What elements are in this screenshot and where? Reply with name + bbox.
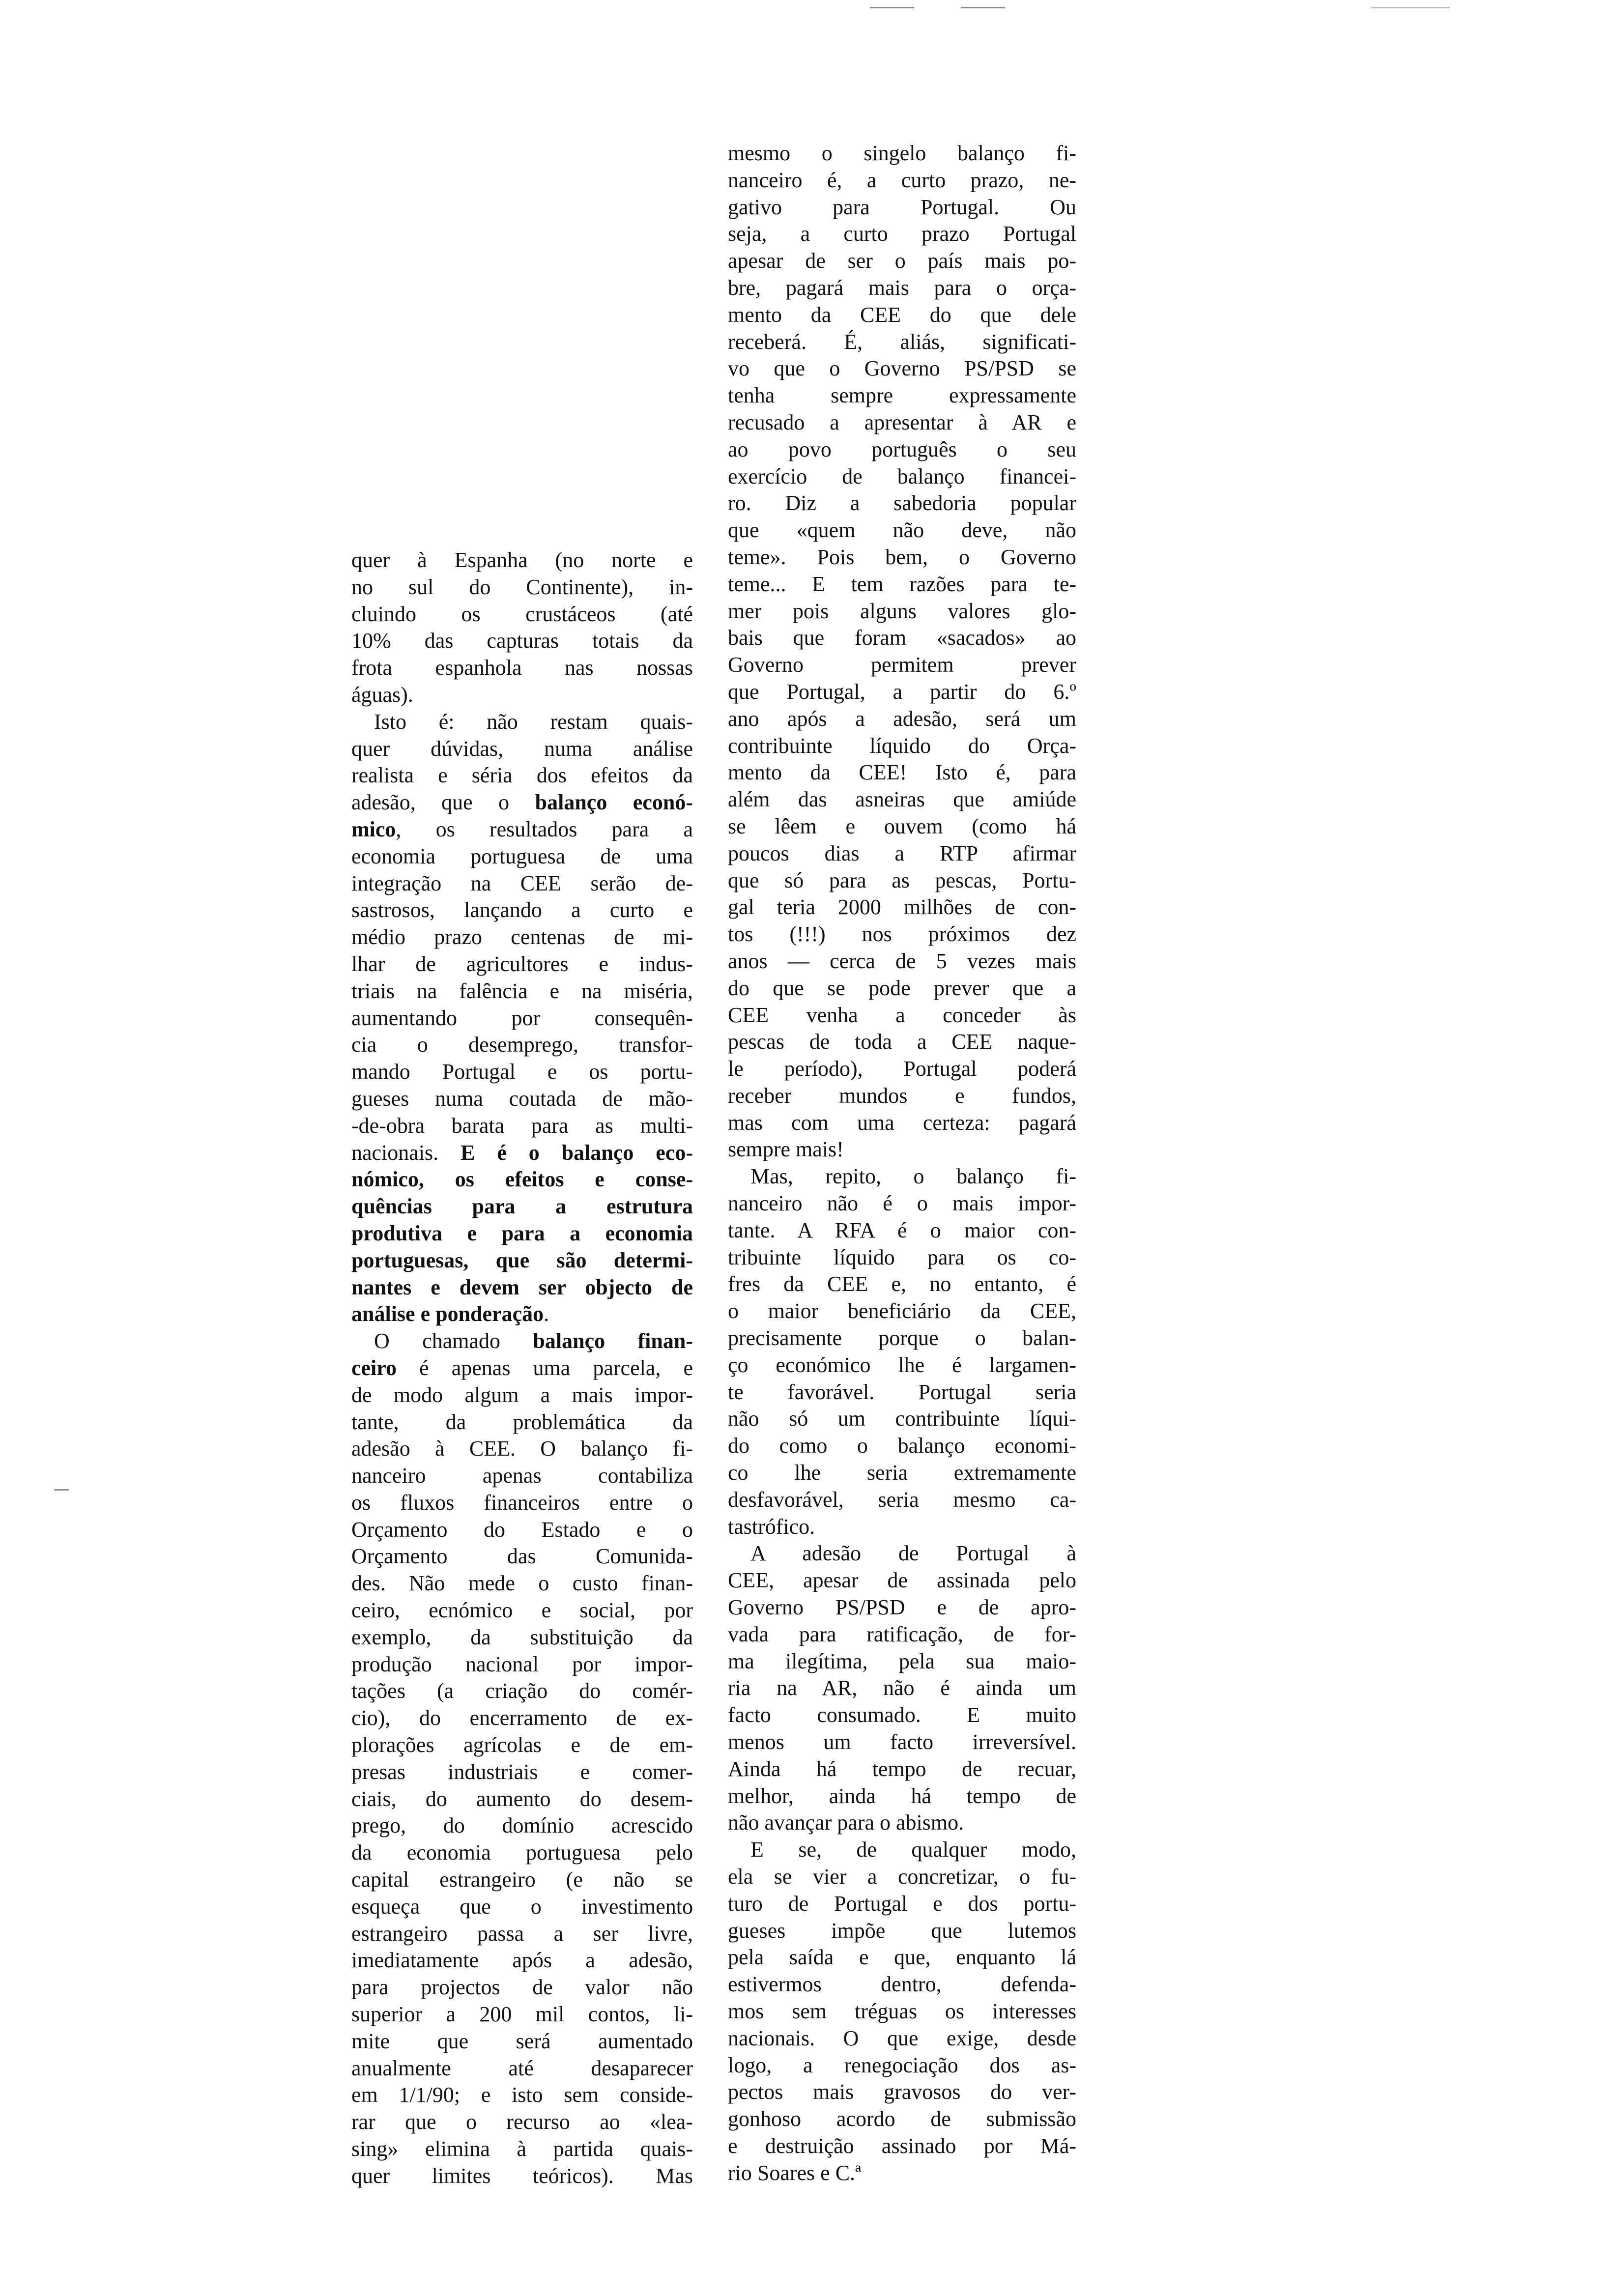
text-line xyxy=(351,843,693,870)
text-line xyxy=(728,598,1076,625)
text-segment: pescas de toda a CEE naque- xyxy=(728,1030,1076,1054)
text-line xyxy=(728,1621,1076,1648)
text-line xyxy=(728,1729,1076,1756)
text-segment: em 1/1/90; e isto sem conside- xyxy=(351,2083,693,2107)
text-segment: águas). xyxy=(351,682,413,707)
text-segment: sempre mais! xyxy=(728,1137,844,1162)
text-line xyxy=(351,736,693,763)
text-line xyxy=(351,2163,693,2190)
text-line xyxy=(728,1702,1076,1729)
text-line xyxy=(728,1163,1076,1190)
text-line xyxy=(351,1355,693,1382)
text-line xyxy=(728,140,1076,167)
text-segment: teme». Pois bem, o Governo xyxy=(728,545,1076,569)
text-line xyxy=(728,813,1076,840)
text-segment: 10% das capturas totais da xyxy=(351,629,693,653)
text-line xyxy=(728,1244,1076,1271)
text-segment: facto consumado. E muito xyxy=(728,1703,1076,1727)
text-segment: fres da CEE e, no entanto, é xyxy=(728,1272,1076,1296)
text-line xyxy=(351,1517,693,1544)
text-segment: exercício de balanço financei- xyxy=(728,464,1076,488)
text-segment: le período), Portugal poderá xyxy=(728,1057,1076,1081)
text-segment: para projectos de valor não xyxy=(351,1975,693,2000)
text-line xyxy=(728,544,1076,571)
text-segment: ciais, do aumento do desem- xyxy=(351,1786,693,1811)
text-segment: ano após a adesão, será um xyxy=(728,706,1076,731)
text-segment: -de-obra barata para as multi- xyxy=(351,1113,693,1138)
text-segment: gativo para Portugal. Ou xyxy=(728,195,1076,219)
text-segment: é apenas uma parcela, e xyxy=(397,1355,693,1380)
text-segment: plorações agrícolas e de em- xyxy=(351,1733,693,1757)
text-line xyxy=(728,2079,1076,2106)
text-segment: realista e séria dos efeitos da xyxy=(351,763,693,788)
text-segment: imediatamente após a adesão, xyxy=(351,1948,693,1973)
text-segment: contribuinte líquido do Orça- xyxy=(728,733,1076,758)
text-segment: gueses impõe que lutemos xyxy=(728,1918,1076,1943)
text-line xyxy=(728,1864,1076,1891)
scan-artifact-top-3 xyxy=(1371,7,1450,8)
text-segment: seja, a curto prazo Portugal xyxy=(728,222,1076,246)
text-segment: menos um facto irreversível. xyxy=(728,1730,1076,1754)
text-segment: ela se vier a concretizar, o fu- xyxy=(728,1865,1076,1889)
text-line xyxy=(728,1056,1076,1083)
text-line xyxy=(728,1891,1076,1918)
text-segment: triais na falência e na miséria, xyxy=(351,978,693,1003)
text-segment: frota espanhola nas nossas xyxy=(351,656,693,680)
text-segment: CEE, apesar de assinada pelo xyxy=(728,1568,1076,1593)
text-segment: mento da CEE! Isto é, para xyxy=(728,760,1076,785)
text-segment: poucos dias a RTP afirmar xyxy=(728,841,1076,865)
bold-text-segment: balanço econó- xyxy=(535,790,693,815)
bold-text-segment: balanço finan- xyxy=(533,1329,693,1353)
text-segment: teme... E tem razões para te- xyxy=(728,572,1076,596)
text-line xyxy=(728,840,1076,867)
text-line xyxy=(351,789,693,816)
text-segment: se lêem e ouvem (como há xyxy=(728,814,1076,838)
bold-text-segment: produtiva e para a economia xyxy=(351,1221,693,1245)
text-line xyxy=(351,1543,693,1570)
text-segment: quer à Espanha (no norte e xyxy=(351,548,693,572)
text-segment: tribuinte líquido para os co- xyxy=(728,1245,1076,1269)
text-line xyxy=(728,275,1076,302)
text-segment: ro. Diz a sabedoria popular xyxy=(728,491,1076,516)
text-segment: economia portuguesa de uma xyxy=(351,844,693,868)
text-line xyxy=(728,1540,1076,1567)
text-segment: nacionais. xyxy=(351,1140,461,1165)
text-line xyxy=(728,1998,1076,2025)
text-line xyxy=(728,436,1076,463)
text-line xyxy=(728,463,1076,490)
text-line xyxy=(728,1433,1076,1460)
text-segment: prego, do domínio acrescido xyxy=(351,1813,693,1838)
text-segment: sastrosos, lançando a curto e xyxy=(351,898,693,922)
text-line xyxy=(351,547,693,574)
text-line xyxy=(351,1490,693,1517)
text-segment: receber mundos e fundos, xyxy=(728,1083,1076,1108)
text-segment: rar que o recurso ao «lea- xyxy=(351,2110,693,2134)
text-line xyxy=(351,1866,693,1894)
text-line xyxy=(351,1247,693,1274)
text-line xyxy=(351,574,693,601)
text-line xyxy=(351,2082,693,2109)
text-line xyxy=(351,1059,693,1086)
text-segment: pela saída e que, enquanto lá xyxy=(728,1945,1076,1970)
text-line xyxy=(728,786,1076,813)
text-segment: não avançar para o abismo. xyxy=(728,1810,964,1835)
text-segment: bre, pagará mais para o orça- xyxy=(728,275,1076,300)
text-line xyxy=(351,1651,693,1678)
text-line xyxy=(351,1301,693,1328)
text-line xyxy=(351,1812,693,1839)
text-line xyxy=(351,1193,693,1220)
text-line xyxy=(351,1947,693,1974)
text-line xyxy=(351,2001,693,2028)
text-line xyxy=(351,1678,693,1705)
text-line xyxy=(728,2106,1076,2133)
text-line xyxy=(728,1514,1076,1541)
text-line xyxy=(351,2109,693,2136)
text-line xyxy=(728,2133,1076,2160)
text-segment: apesar de ser o país mais po- xyxy=(728,249,1076,273)
text-line xyxy=(351,1786,693,1813)
text-line xyxy=(351,655,693,682)
text-segment: tante, da problemática da xyxy=(351,1409,693,1434)
bold-text-segment: E é o balanço eco- xyxy=(461,1140,693,1165)
text-segment: capital estrangeiro (e não se xyxy=(351,1867,693,1892)
text-line xyxy=(728,679,1076,706)
text-segment: mesmo o singelo balanço fi- xyxy=(728,141,1076,165)
text-segment: sing» elimina à partida quais- xyxy=(351,2137,693,2161)
text-segment: tenha sempre expressamente xyxy=(728,383,1076,408)
text-segment: rio Soares e C.ª xyxy=(728,2160,862,2185)
text-line xyxy=(728,975,1076,1002)
text-line xyxy=(728,625,1076,652)
text-line xyxy=(728,2052,1076,2079)
text-segment: que só para as pescas, Portu- xyxy=(728,868,1076,892)
text-segment: pectos mais gravosos do ver- xyxy=(728,2080,1076,2104)
text-line xyxy=(728,1325,1076,1352)
text-line xyxy=(728,652,1076,679)
text-line xyxy=(728,355,1076,382)
text-line xyxy=(351,870,693,897)
text-line xyxy=(728,1002,1076,1029)
text-line xyxy=(728,248,1076,275)
text-segment: A adesão de Portugal à xyxy=(750,1541,1076,1566)
text-segment: ceiro, ecnómico e social, por xyxy=(351,1598,693,1623)
text-segment: os fluxos financeiros entre o xyxy=(351,1490,693,1515)
text-line xyxy=(728,382,1076,409)
text-segment: adesão à CEE. O balanço fi- xyxy=(351,1436,693,1461)
text-line xyxy=(351,1166,693,1193)
text-segment: médio prazo centenas de mi- xyxy=(351,925,693,949)
text-segment: Orçamento das Comunida- xyxy=(351,1544,693,1569)
text-segment: ao povo português o seu xyxy=(728,437,1076,461)
text-segment: integração na CEE serão de- xyxy=(351,871,693,895)
text-line xyxy=(728,1783,1076,1810)
text-segment: vada para ratificação, de for- xyxy=(728,1622,1076,1646)
text-line xyxy=(728,2160,1076,2187)
text-line xyxy=(728,1460,1076,1487)
text-segment: esqueça que o investimento xyxy=(351,1894,693,1919)
text-segment: receberá. É, aliás, significati- xyxy=(728,329,1076,354)
text-segment: gonhoso acordo de submissão xyxy=(728,2107,1076,2131)
text-line xyxy=(728,706,1076,733)
text-segment: gal teria 2000 milhões de con- xyxy=(728,895,1076,919)
text-segment: aumentando por consequên- xyxy=(351,1005,693,1030)
text-line xyxy=(351,1463,693,1490)
text-line xyxy=(351,1274,693,1301)
text-line xyxy=(351,1624,693,1651)
text-line xyxy=(728,1648,1076,1675)
text-line xyxy=(728,1594,1076,1621)
text-segment: E se, de qualquer modo, xyxy=(750,1837,1076,1862)
text-line xyxy=(351,1597,693,1624)
text-line xyxy=(351,1921,693,1948)
text-line xyxy=(351,1328,693,1355)
text-segment: gueses numa coutada de mão- xyxy=(351,1086,693,1111)
text-segment: mas com uma certeza: pagará xyxy=(728,1110,1076,1135)
text-segment: tante. A RFA é o maior con- xyxy=(728,1218,1076,1242)
text-line xyxy=(728,1136,1076,1163)
text-line xyxy=(351,897,693,924)
text-segment: tos (!!!) nos próximos dez xyxy=(728,922,1076,947)
text-segment: vo que o Governo PS/PSD se xyxy=(728,356,1076,381)
text-line xyxy=(728,1756,1076,1783)
text-segment: logo, a renegociação dos as- xyxy=(728,2053,1076,2077)
text-segment: quer dúvidas, numa análise xyxy=(351,736,693,761)
text-line xyxy=(728,329,1076,356)
text-line xyxy=(351,1005,693,1032)
text-line xyxy=(351,628,693,655)
text-segment: bais que foram «sacados» ao xyxy=(728,626,1076,650)
text-line xyxy=(728,1971,1076,1998)
text-line xyxy=(351,762,693,789)
text-segment: turo de Portugal e dos portu- xyxy=(728,1891,1076,1916)
text-line xyxy=(351,816,693,843)
text-segment: cia o desemprego, transfor- xyxy=(351,1033,693,1057)
text-segment: Orçamento do Estado e o xyxy=(351,1517,693,1542)
text-line xyxy=(728,490,1076,517)
text-column-left xyxy=(351,547,693,2190)
text-line xyxy=(351,1409,693,1436)
text-line xyxy=(351,978,693,1005)
text-segment: exemplo, da substituição da xyxy=(351,1625,693,1649)
bold-text-segment: quências para a estrutura xyxy=(351,1194,693,1219)
text-segment: estrangeiro passa a ser livre, xyxy=(351,1921,693,1946)
text-line xyxy=(728,1918,1076,1945)
scan-artifact-top-1 xyxy=(870,7,914,8)
text-segment: . xyxy=(544,1302,549,1326)
text-line xyxy=(728,1837,1076,1864)
text-line xyxy=(728,1487,1076,1514)
text-segment: nanceiro apenas contabiliza xyxy=(351,1464,693,1488)
text-segment: não só um contribuinte líqui- xyxy=(728,1406,1076,1431)
text-line xyxy=(351,1759,693,1786)
text-line xyxy=(728,167,1076,194)
text-segment: de modo algum a mais impor- xyxy=(351,1382,693,1407)
bold-text-segment: ceiro xyxy=(351,1355,397,1380)
text-line xyxy=(351,1032,693,1059)
scan-artifact-left xyxy=(54,1489,69,1491)
text-line xyxy=(728,194,1076,221)
text-segment: Governo PS/PSD e de apro- xyxy=(728,1595,1076,1620)
text-segment: do que se pode prever que a xyxy=(728,976,1076,1000)
text-segment: ria na AR, não é ainda um xyxy=(728,1676,1076,1700)
text-line xyxy=(728,733,1076,760)
text-line xyxy=(728,1809,1076,1837)
text-line xyxy=(351,2055,693,2082)
text-line xyxy=(728,1298,1076,1325)
text-line xyxy=(728,1379,1076,1406)
text-line xyxy=(728,1352,1076,1379)
text-line xyxy=(351,1732,693,1759)
text-line xyxy=(351,1435,693,1463)
text-segment: ma ilegítima, pela sua maio- xyxy=(728,1649,1076,1673)
text-line xyxy=(728,571,1076,598)
text-segment: desfavorável, seria mesmo ca- xyxy=(728,1487,1076,1512)
text-segment: que «quem não deve, não xyxy=(728,518,1076,543)
text-line xyxy=(728,921,1076,948)
text-segment: co lhe seria extremamente xyxy=(728,1461,1076,1485)
text-segment: O chamado xyxy=(374,1329,533,1353)
text-segment: mite que será aumentado xyxy=(351,2029,693,2053)
text-line xyxy=(351,1705,693,1732)
text-segment: Ainda há tempo de recuar, xyxy=(728,1756,1076,1781)
text-segment: que Portugal, a partir do 6.º xyxy=(728,679,1076,704)
text-line xyxy=(728,759,1076,786)
text-segment: , os resultados para a xyxy=(396,817,693,841)
text-segment: quer limites teóricos). Mas xyxy=(351,2163,693,2188)
bold-text-segment: nantes e devem ser objecto de xyxy=(351,1275,693,1299)
scan-artifact-top-2 xyxy=(961,7,1005,8)
text-line xyxy=(728,1675,1076,1702)
text-segment: presas industriais e comer- xyxy=(351,1759,693,1784)
text-line xyxy=(351,709,693,736)
text-segment: mando Portugal e os portu- xyxy=(351,1060,693,1084)
text-segment: tações (a criação do comér- xyxy=(351,1679,693,1703)
text-segment: anualmente até desaparecer xyxy=(351,2056,693,2080)
text-segment: nacionais. O que exige, desde xyxy=(728,2026,1076,2050)
bold-text-segment: análise e ponderação xyxy=(351,1302,544,1326)
text-line xyxy=(728,1567,1076,1594)
text-line xyxy=(728,1271,1076,1298)
text-line xyxy=(728,517,1076,544)
text-segment: ço económico lhe é largamen- xyxy=(728,1352,1076,1377)
text-line xyxy=(351,1140,693,1167)
text-segment: lhar de agricultores e indus- xyxy=(351,951,693,976)
text-segment: produção nacional por impor- xyxy=(351,1652,693,1676)
text-segment: nanceiro não é o mais impor- xyxy=(728,1191,1076,1216)
text-segment: Isto é: não restam quais- xyxy=(374,709,693,734)
text-line xyxy=(351,924,693,951)
bold-text-segment: nómico, os efeitos e conse- xyxy=(351,1167,693,1192)
text-line xyxy=(351,601,693,628)
text-segment: da economia portuguesa pelo xyxy=(351,1840,693,1865)
text-line xyxy=(351,1839,693,1866)
text-segment: o maior beneficiário da CEE, xyxy=(728,1299,1076,1323)
text-line xyxy=(351,682,693,709)
text-line xyxy=(728,1029,1076,1056)
text-segment: mer pois alguns valores glo- xyxy=(728,599,1076,623)
text-segment: melhor, ainda há tempo de xyxy=(728,1783,1076,1808)
text-line xyxy=(728,948,1076,975)
text-segment: anos — cerca de 5 vezes mais xyxy=(728,948,1076,973)
text-line xyxy=(351,1382,693,1409)
text-line xyxy=(728,1110,1076,1137)
text-segment: e destruição assinado por Má- xyxy=(728,2133,1076,2158)
text-line xyxy=(728,302,1076,329)
text-segment: estivermos dentro, defenda- xyxy=(728,1972,1076,1997)
text-segment: mos sem tréguas os interesses xyxy=(728,1999,1076,2023)
bold-text-segment: portuguesas, que são determi- xyxy=(351,1248,693,1272)
text-line xyxy=(351,951,693,978)
text-segment: no sul do Continente), in- xyxy=(351,574,693,599)
text-segment: precisamente porque o balan- xyxy=(728,1326,1076,1350)
text-segment: recusado a apresentar à AR e xyxy=(728,410,1076,434)
text-line xyxy=(728,1190,1076,1217)
text-line xyxy=(351,1974,693,2001)
text-segment: superior a 200 mil contos, li- xyxy=(351,2002,693,2027)
text-segment: Mas, repito, o balanço fi- xyxy=(750,1164,1076,1189)
text-line xyxy=(351,2028,693,2055)
text-segment: além das asneiras que amiúde xyxy=(728,787,1076,812)
text-line xyxy=(351,1113,693,1140)
text-segment: tastrófico. xyxy=(728,1514,815,1539)
text-line xyxy=(351,1570,693,1597)
text-segment: nanceiro é, a curto prazo, ne- xyxy=(728,168,1076,192)
text-line xyxy=(351,1220,693,1247)
text-column-right xyxy=(728,140,1076,2187)
text-line xyxy=(728,409,1076,436)
text-segment: Governo permitem prever xyxy=(728,653,1076,677)
text-segment: mento da CEE do que dele xyxy=(728,302,1076,327)
text-segment: adesão, que o xyxy=(351,790,535,815)
text-line xyxy=(728,1406,1076,1433)
text-line xyxy=(728,1083,1076,1110)
text-line xyxy=(351,2136,693,2163)
text-line xyxy=(728,221,1076,248)
text-segment: do como o balanço economi- xyxy=(728,1434,1076,1458)
text-line xyxy=(351,1086,693,1113)
text-segment: CEE venha a conceder às xyxy=(728,1003,1076,1027)
bold-text-segment: mico xyxy=(351,817,396,841)
text-line xyxy=(728,2025,1076,2052)
text-segment: des. Não mede o custo finan- xyxy=(351,1571,693,1596)
text-line xyxy=(351,1894,693,1921)
text-line xyxy=(728,1217,1076,1244)
text-segment: te favorável. Portugal seria xyxy=(728,1379,1076,1404)
text-line xyxy=(728,1944,1076,1971)
text-segment: cluindo os crustáceos (até xyxy=(351,602,693,626)
text-line xyxy=(728,867,1076,894)
text-line xyxy=(728,894,1076,921)
text-segment: cio), do encerramento de ex- xyxy=(351,1706,693,1730)
